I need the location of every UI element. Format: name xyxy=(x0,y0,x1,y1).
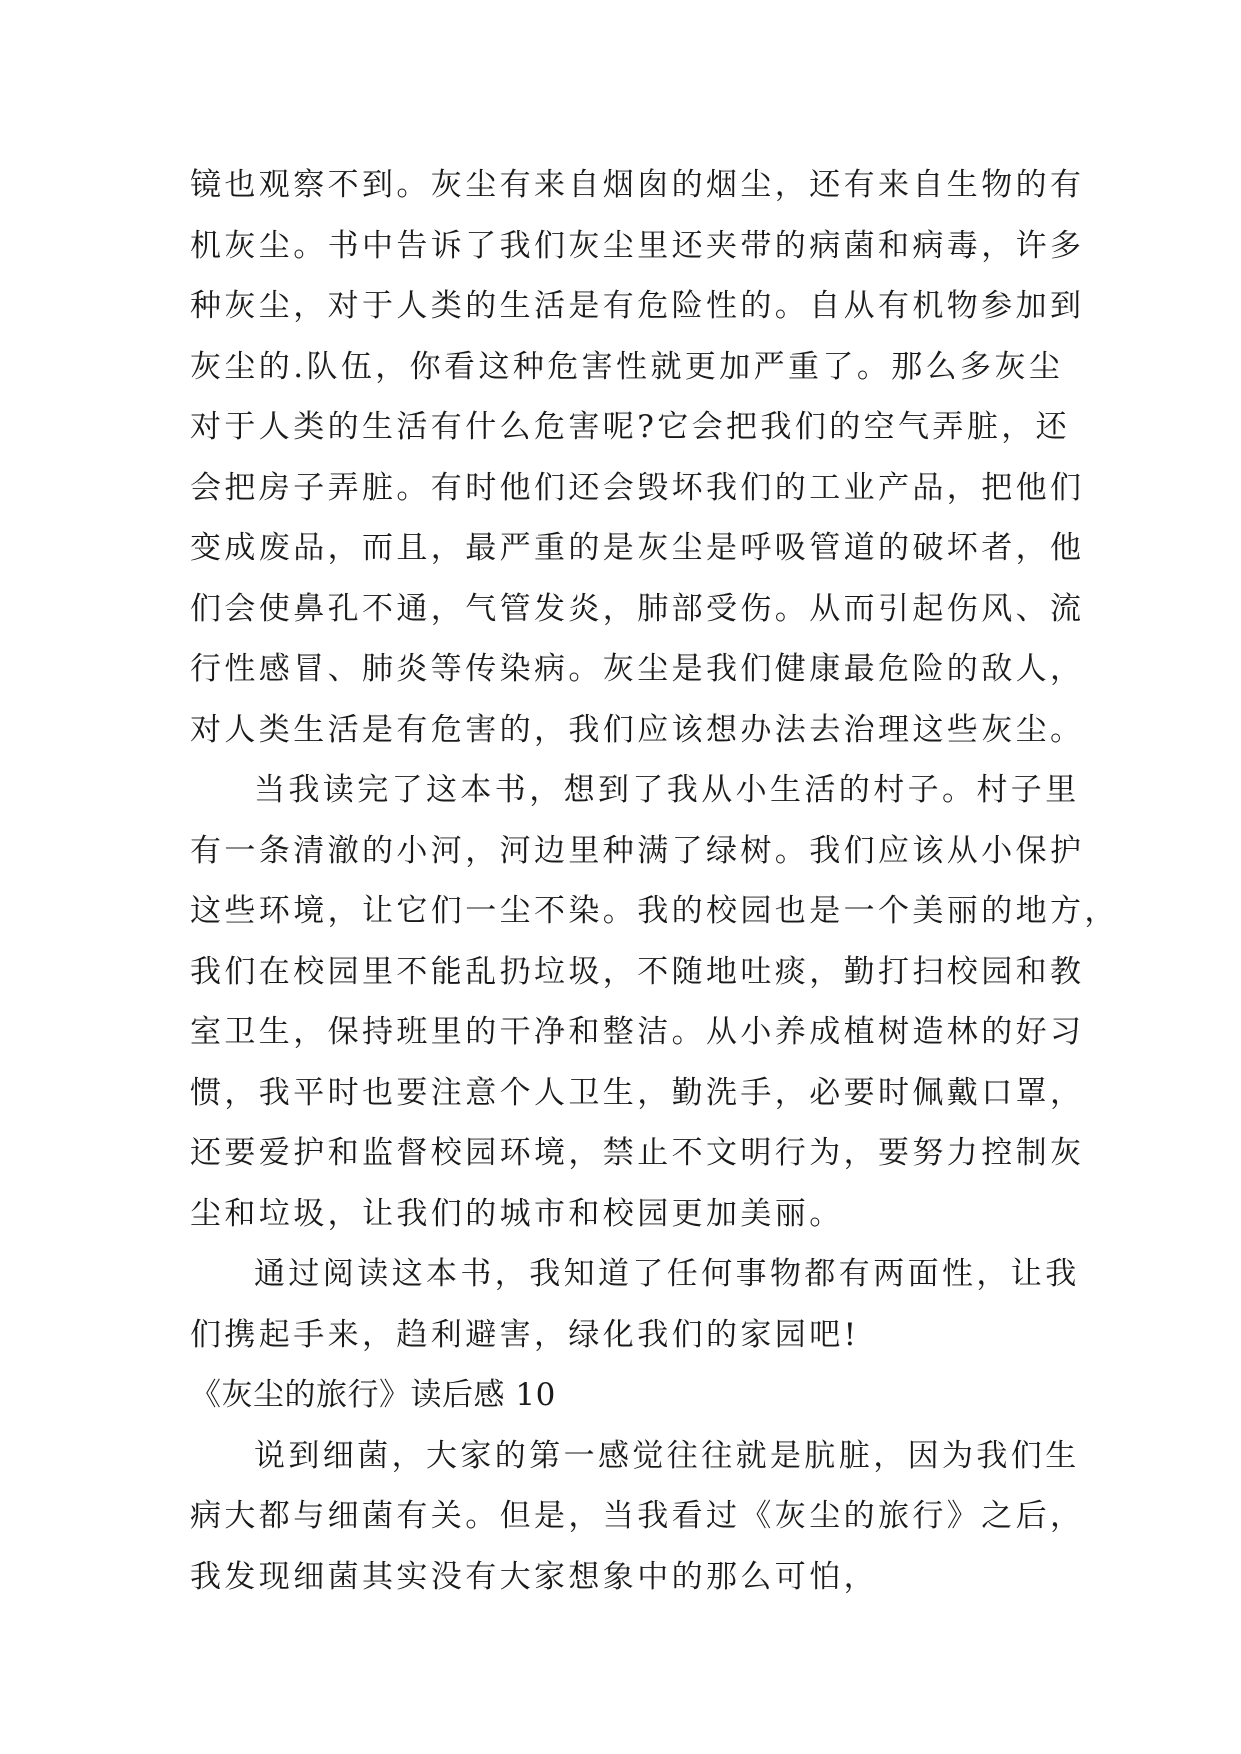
text-line: 室卫生，保持班里的干净和整洁。从小养成植树造林的好习 xyxy=(190,1014,1085,1050)
text-line: 们携起手来，趋利避害，绿化我们的家园吧! xyxy=(190,1316,860,1353)
text-line: 惯，我平时也要注意个人卫生，勤洗手，必要时佩戴口罩， xyxy=(190,1074,1085,1111)
text-line: 说到细菌，大家的第一感觉往往就是肮脏，因为我们生 xyxy=(254,1437,1080,1474)
text-line: 机灰尘。书中告诉了我们灰尘里还夹带的病菌和病毒，许多 xyxy=(190,227,1085,264)
text-line: 变成废品，而且，最严重的是灰尘是呼吸管道的破坏者，他 xyxy=(190,530,1085,566)
paragraph xyxy=(190,1244,1080,1365)
text-line: 们会使鼻孔不通，气管发炎，肺部受伤。从而引起伤风、流 xyxy=(190,590,1085,627)
text-line: 行性感冒、肺炎等传染病。灰尘是我们健康最危险的敌人， xyxy=(190,651,1085,687)
text-line: 对于人类的生活有什么危害呢?它会把我们的空气弄脏，还 xyxy=(190,409,1071,445)
text-line: 我们在校园里不能乱扔垃圾，不随地吐痰，勤打扫校园和教 xyxy=(190,953,1085,990)
text-line: 会把房子弄脏。有时他们还会毁坏我们的工业产品，把他们 xyxy=(190,469,1085,506)
text-line: 通过阅读这本书，我知道了任何事物都有两面性，让我 xyxy=(254,1256,1080,1292)
paragraph xyxy=(190,760,1119,1244)
text-line: 镜也观察不到。灰尘有来自烟囱的烟尘，还有来自生物的有 xyxy=(190,167,1085,203)
text-line: 灰尘的.队伍，你看这种危害性就更加严重了。那么多灰尘 xyxy=(190,348,1064,385)
text-line: 对人类生活是有危害的，我们应该想办法去治理这些灰尘。 xyxy=(190,711,1085,748)
text-line: 还要爱护和监督校园环境，禁止不文明行为，要努力控制灰 xyxy=(190,1135,1085,1171)
paragraph xyxy=(190,1426,1085,1608)
paragraph xyxy=(190,155,1085,760)
section-heading: 《灰尘的旅行》读后感 10 xyxy=(190,1377,556,1413)
text-line: 有一条清澈的小河，河边里种满了绿树。我们应该从小保护 xyxy=(190,832,1085,869)
text-line: 这些环境，让它们一尘不染。我的校园也是一个美丽的地方， xyxy=(190,893,1119,929)
text-line: 当我读完了这本书，想到了我从小生活的村子。村子里 xyxy=(254,772,1080,808)
text-line: 我发现细菌其实没有大家想象中的那么可怕， xyxy=(190,1558,878,1595)
text-line: 种灰尘，对于人类的生活是有危险性的。自从有机物参加到 xyxy=(190,288,1085,324)
text-line: 尘和垃圾，让我们的城市和校园更加美丽。 xyxy=(190,1195,844,1232)
text-line: 病大都与细菌有关。但是，当我看过《灰尘的旅行》之后， xyxy=(190,1498,1085,1534)
document-body xyxy=(190,155,1119,1607)
